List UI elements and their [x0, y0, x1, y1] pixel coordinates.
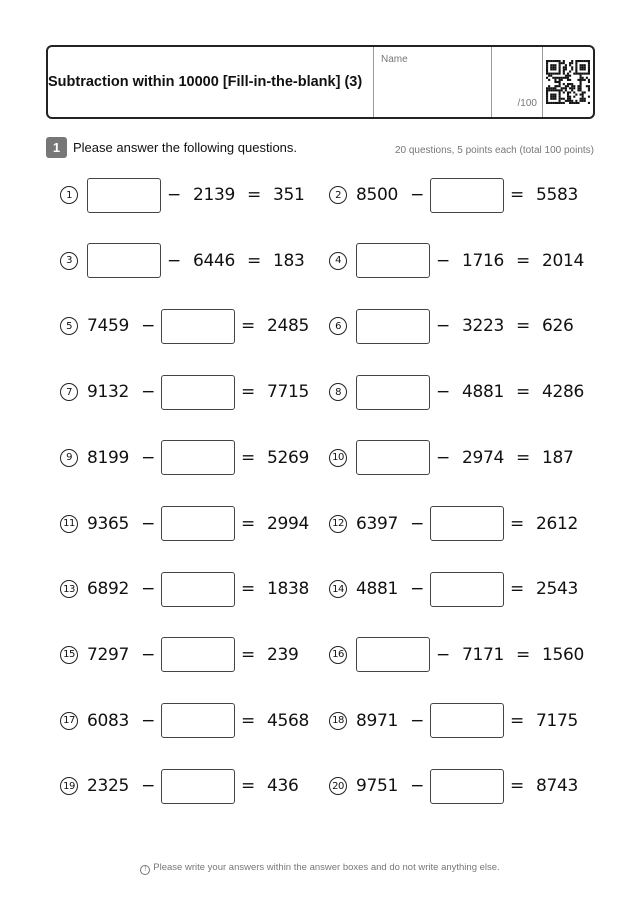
operand: 7175 — [535, 710, 579, 731]
problem-8 — [329, 374, 590, 410]
problem-number: 5 — [60, 317, 78, 335]
operand: 4286 — [541, 382, 585, 403]
operand: 1838 — [266, 579, 310, 600]
equals-sign: = — [241, 447, 255, 468]
equals-sign: = — [510, 776, 524, 797]
answer-box[interactable] — [87, 178, 161, 213]
operand: 351 — [272, 185, 305, 205]
equals-sign: = — [510, 185, 524, 205]
equals-sign: = — [247, 250, 261, 271]
minus-sign: − — [410, 579, 425, 600]
equals-sign: = — [516, 447, 530, 468]
problem-20 — [329, 768, 584, 804]
score-label: /100 — [517, 98, 537, 109]
problem-16 — [329, 637, 590, 673]
answer-box[interactable] — [161, 375, 235, 410]
operand: 4568 — [266, 710, 310, 731]
operand: 9132 — [87, 382, 130, 403]
minus-sign: − — [141, 710, 156, 731]
name-field[interactable] — [374, 47, 492, 117]
operand: 3223 — [461, 316, 505, 337]
section-number: 1 — [46, 137, 67, 158]
minus-sign: − — [141, 513, 156, 534]
problem-number: 12 — [329, 515, 347, 533]
operand: 187 — [541, 447, 574, 468]
operand: 2612 — [535, 513, 579, 534]
problem-number: 17 — [60, 712, 78, 730]
problem-number: 16 — [329, 646, 347, 664]
operand: 2994 — [266, 513, 310, 534]
problem-number: 8 — [329, 383, 347, 401]
answer-box[interactable] — [161, 440, 235, 475]
problem-number: 10 — [329, 449, 347, 467]
minus-sign: − — [410, 710, 425, 731]
answer-box[interactable] — [430, 769, 504, 804]
equals-sign: = — [516, 382, 530, 403]
problem-9 — [60, 440, 315, 476]
operand: 1560 — [541, 644, 585, 665]
worksheet-title: Subtraction within 10000 [Fill-in-the-blank] (3) — [48, 47, 374, 117]
problem-2 — [329, 177, 584, 213]
problem-number: 2 — [329, 186, 347, 204]
operand: 7459 — [87, 316, 130, 337]
problem-number: 3 — [60, 252, 78, 270]
operand: 8971 — [356, 710, 399, 731]
answer-box[interactable] — [430, 506, 504, 541]
problem-number: 6 — [329, 317, 347, 335]
problem-18 — [329, 703, 584, 739]
minus-sign: − — [141, 776, 156, 797]
equals-sign: = — [516, 316, 530, 337]
operand: 2485 — [266, 316, 310, 337]
score-field — [492, 47, 543, 117]
minus-sign: − — [141, 382, 156, 403]
answer-box[interactable] — [430, 703, 504, 738]
operand: 4881 — [356, 579, 399, 600]
equals-sign: = — [241, 579, 255, 600]
answer-box[interactable] — [430, 572, 504, 607]
footer-text: Please write your answers within the answer boxes and do not write anything else. — [153, 862, 500, 873]
points-info: 20 questions, 5 points each (total 100 points) — [394, 145, 594, 156]
operand: 4881 — [461, 382, 505, 403]
answer-box[interactable] — [161, 703, 235, 738]
equals-sign: = — [510, 710, 524, 731]
worksheet-header — [46, 45, 595, 119]
operand: 239 — [266, 644, 299, 665]
answer-box[interactable] — [356, 375, 430, 410]
minus-sign: − — [141, 579, 156, 600]
operand: 2325 — [87, 776, 130, 797]
operand: 9365 — [87, 513, 130, 534]
qr-code-icon — [546, 60, 590, 104]
operand: 436 — [266, 776, 299, 797]
problem-12 — [329, 506, 584, 542]
problem-number: 20 — [329, 777, 347, 795]
minus-sign: − — [436, 250, 450, 271]
operand: 2139 — [192, 185, 236, 205]
operand: 8500 — [356, 185, 399, 205]
equals-sign: = — [516, 250, 530, 271]
section-instruction: Please answer the following questions. — [73, 140, 298, 155]
operand: 8199 — [87, 447, 130, 468]
problem-number: 1 — [60, 186, 78, 204]
problem-number: 7 — [60, 383, 78, 401]
answer-box[interactable] — [161, 506, 235, 541]
minus-sign: − — [436, 447, 450, 468]
answer-box[interactable] — [161, 309, 235, 344]
minus-sign: − — [141, 447, 156, 468]
minus-sign: − — [436, 644, 450, 665]
operand: 2014 — [541, 250, 585, 271]
problem-11 — [60, 506, 315, 542]
answer-box[interactable] — [161, 637, 235, 672]
minus-sign: − — [436, 382, 450, 403]
operand: 1716 — [461, 250, 505, 271]
equals-sign: = — [510, 579, 524, 600]
problem-number: 15 — [60, 646, 78, 664]
problem-number: 19 — [60, 777, 78, 795]
operand: 7297 — [87, 644, 130, 665]
problem-7 — [60, 374, 315, 410]
problem-17 — [60, 703, 315, 739]
equals-sign: = — [247, 185, 261, 205]
equals-sign: = — [516, 644, 530, 665]
problem-4 — [329, 243, 590, 279]
answer-box[interactable] — [356, 243, 430, 278]
equals-sign: = — [510, 513, 524, 534]
equals-sign: = — [241, 382, 255, 403]
answer-box[interactable] — [161, 769, 235, 804]
problem-3 — [60, 243, 311, 279]
problem-14 — [329, 571, 584, 607]
minus-sign: − — [410, 776, 425, 797]
answer-box[interactable] — [356, 637, 430, 672]
equals-sign: = — [241, 513, 255, 534]
operand: 6446 — [192, 250, 236, 271]
problem-15 — [60, 637, 305, 673]
problem-number: 4 — [329, 252, 347, 270]
minus-sign: − — [141, 316, 156, 337]
minus-sign: − — [167, 185, 181, 205]
problem-number: 13 — [60, 580, 78, 598]
operand: 183 — [272, 250, 305, 271]
equals-sign: = — [241, 710, 255, 731]
minus-sign: − — [410, 513, 425, 534]
minus-sign: − — [436, 316, 450, 337]
name-label: Name — [381, 54, 408, 65]
problem-6 — [329, 308, 580, 344]
operand: 626 — [541, 316, 574, 337]
problem-13 — [60, 571, 315, 607]
footer-note — [0, 862, 640, 875]
operand: 5269 — [266, 447, 310, 468]
answer-box[interactable] — [356, 309, 430, 344]
answer-box[interactable] — [161, 572, 235, 607]
problem-19 — [60, 768, 305, 804]
problem-number: 11 — [60, 515, 78, 533]
minus-sign: − — [167, 250, 181, 271]
info-icon: ! — [140, 865, 150, 875]
operand: 6397 — [356, 513, 399, 534]
operand: 2543 — [535, 579, 579, 600]
equals-sign: = — [241, 776, 255, 797]
minus-sign: − — [141, 644, 156, 665]
operand: 2974 — [461, 447, 505, 468]
problem-number: 18 — [329, 712, 347, 730]
problem-number: 14 — [329, 580, 347, 598]
operand: 9751 — [356, 776, 399, 797]
equals-sign: = — [241, 644, 255, 665]
answer-box[interactable] — [356, 440, 430, 475]
equals-sign: = — [241, 316, 255, 337]
operand: 6083 — [87, 710, 130, 731]
problem-number: 9 — [60, 449, 78, 467]
problem-10 — [329, 440, 580, 476]
operand: 6892 — [87, 579, 130, 600]
minus-sign: − — [410, 185, 425, 205]
operand: 7171 — [461, 644, 505, 665]
answer-box[interactable] — [87, 243, 161, 278]
operand: 5583 — [535, 185, 579, 205]
section-heading — [46, 137, 297, 158]
answer-box[interactable] — [430, 178, 504, 213]
operand: 7715 — [266, 382, 310, 403]
qr-code — [543, 47, 593, 117]
operand: 8743 — [535, 776, 579, 797]
problem-5 — [60, 308, 315, 344]
problem-1 — [60, 177, 311, 213]
